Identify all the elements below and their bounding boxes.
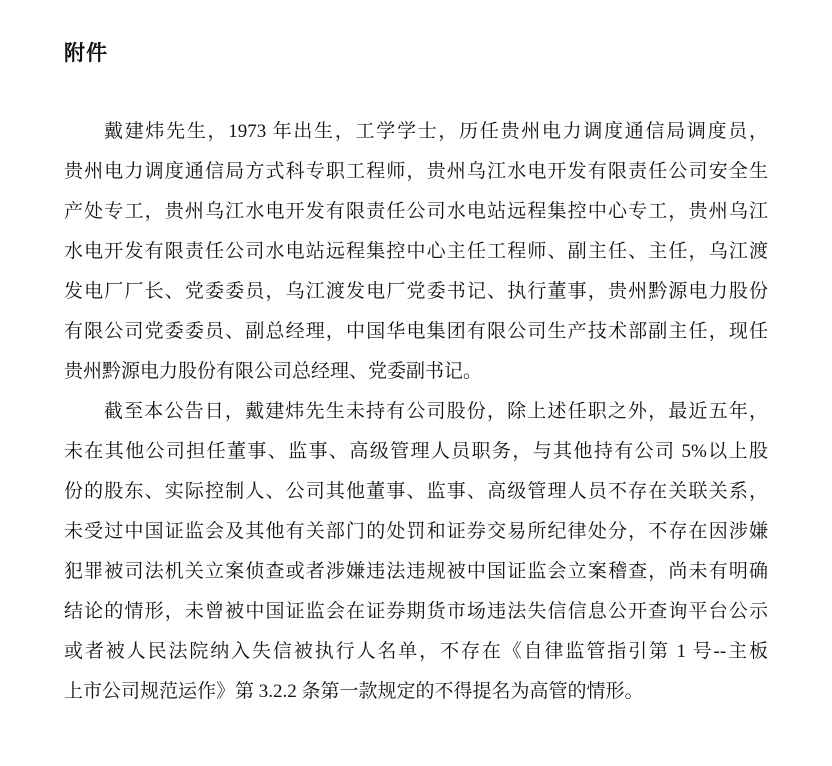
text-line: 贵州电力调度通信局方式科专职工程师，贵州乌江水电开发有限责任公司安全生 — [64, 161, 768, 182]
text-line: 发电厂厂长、党委委员，乌江渡发电厂党委书记、执行董事，贵州黔源电力股份 — [64, 281, 768, 302]
text-line: 水电开发有限责任公司水电站远程集控中心主任工程师、副主任、主任，乌江渡 — [64, 241, 768, 262]
text-line: 贵州黔源电力股份有限公司总经理、党委副书记。 — [64, 361, 483, 382]
attachment-heading: 附件 — [64, 41, 108, 65]
text-line: 份的股东、实际控制人、公司其他董事、监事、高级管理人员不存在关联关系， — [64, 481, 768, 502]
paragraph-biography — [64, 112, 768, 392]
text-line: 犯罪被司法机关立案侦查或者涉嫌违法违规被中国证监会立案稽查，尚未有明确 — [64, 561, 768, 582]
text-line: 结论的情形，未曾被中国证监会在证券期货市场违法失信信息公开查询平台公示 — [64, 601, 768, 622]
text-line: 戴建炜先生，1973 年出生，工学学士，历任贵州电力调度通信局调度员， — [104, 121, 768, 142]
text-line: 上市公司规范运作》第 3.2.2 条第一款规定的不得提名为高管的情形。 — [64, 681, 644, 702]
text-line: 或者被人民法院纳入失信被执行人名单，不存在《自律监管指引第 1 号--主板 — [64, 641, 768, 662]
paragraph-compliance-statement — [64, 392, 768, 712]
text-line: 未受过中国证监会及其他有关部门的处罚和证券交易所纪律处分，不存在因涉嫌 — [64, 521, 768, 542]
text-line: 产处专工，贵州乌江水电开发有限责任公司水电站远程集控中心专工，贵州乌江 — [64, 201, 768, 222]
text-line: 有限公司党委委员、副总经理，中国华电集团有限公司生产技术部副主任，现任 — [64, 321, 768, 342]
text-line: 未在其他公司担任董事、监事、高级管理人员职务，与其他持有公司 5%以上股 — [64, 441, 768, 462]
text-line: 截至本公告日，戴建炜先生未持有公司股份，除上述任职之外，最近五年， — [104, 401, 768, 422]
